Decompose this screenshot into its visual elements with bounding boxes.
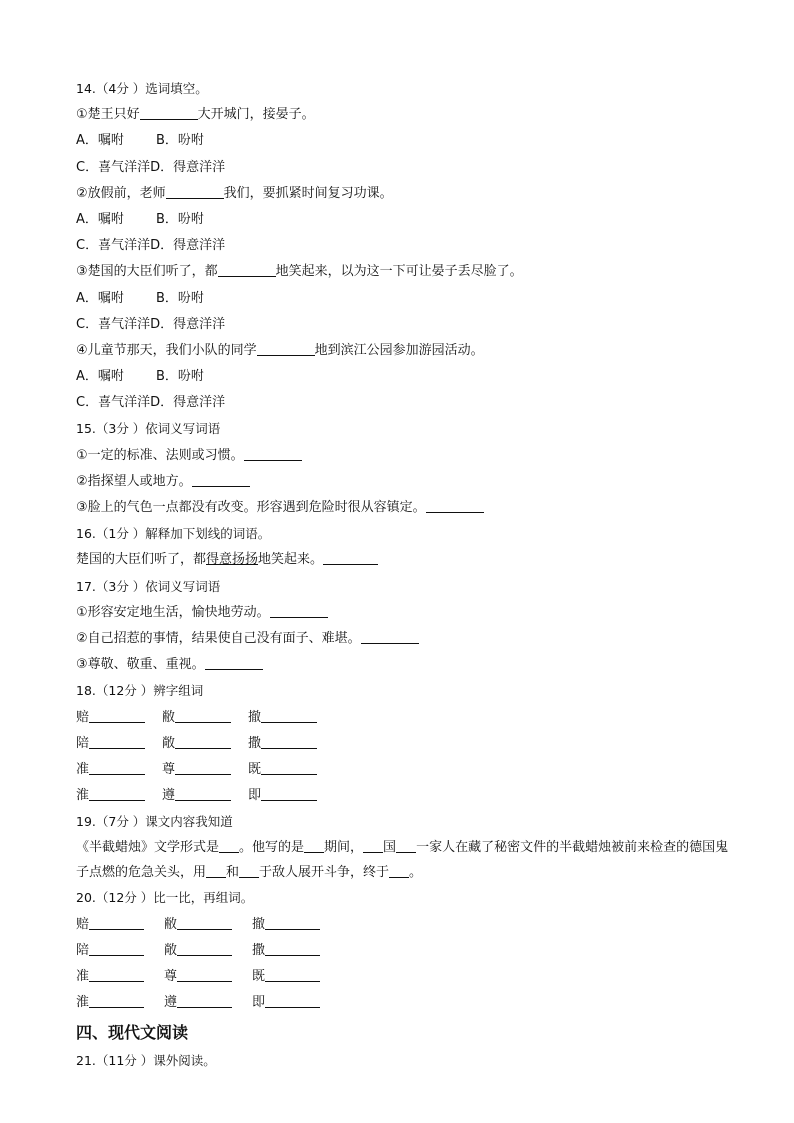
char: 撤	[248, 709, 262, 725]
q17-item-3	[76, 652, 736, 678]
answer-blank[interactable]	[192, 471, 250, 487]
char: 即	[252, 995, 266, 1011]
q14-heading: 14.（4分 ）选词填空。	[76, 81, 208, 96]
char: 遵	[164, 995, 178, 1011]
q18-cell	[162, 783, 248, 809]
q20-cell	[164, 912, 252, 938]
char: 敞	[164, 942, 178, 958]
q15-heading: 15.（3分 ）依词义写词语	[76, 421, 221, 437]
char: 赔	[76, 916, 90, 932]
q14-options-ab-2	[76, 207, 736, 233]
answer-blank[interactable]	[389, 862, 409, 878]
char: 撒	[248, 735, 262, 751]
char: 尊	[164, 969, 178, 984]
q20-cell	[76, 964, 164, 990]
q14-item-3-post: 地笑起来，以为这一下可让晏子丢尽脸了。	[275, 264, 523, 280]
option-b[interactable]: B．吩咐	[156, 133, 204, 149]
q20-row	[76, 938, 736, 964]
answer-blank[interactable]	[89, 914, 144, 930]
q18-cell	[76, 731, 162, 757]
q20-row	[76, 990, 736, 1016]
worksheet-page	[76, 76, 736, 1075]
q15-item-3	[76, 495, 736, 521]
q18-cell	[162, 705, 248, 731]
q17-item-1	[76, 600, 736, 626]
q20-cell	[76, 912, 164, 938]
answer-blank[interactable]	[89, 940, 144, 956]
q20-cell	[164, 964, 252, 990]
q18-cell	[248, 705, 317, 731]
q18-cell	[248, 783, 317, 809]
section-heading: 四、现代文阅读	[76, 1023, 189, 1043]
q14-item-2	[76, 181, 736, 207]
q17-heading: 17.（3分 ）依词义写词语	[76, 578, 221, 594]
q14-item-2-pre: ②放假前，老师	[76, 185, 166, 201]
option-b[interactable]: B．吩咐	[156, 290, 204, 306]
char: 敝	[162, 709, 176, 725]
char: 赔	[76, 709, 90, 725]
q14-item-1	[76, 102, 736, 128]
answer-blank[interactable]	[175, 707, 231, 723]
option-a[interactable]: A．嘱咐	[76, 133, 124, 149]
q18-cell	[248, 757, 317, 783]
q15-item-3-text: ③脸上的气色一点都没有改变。形容遇到危险时很从容镇定。	[76, 500, 426, 515]
option-a[interactable]: A．嘱咐	[76, 211, 124, 227]
q14-options-ab-4	[76, 364, 736, 390]
answer-blank[interactable]	[323, 549, 378, 565]
char: 撤	[252, 916, 266, 932]
q21-heading: 21.（11分 ）课外阅读。	[76, 1053, 216, 1069]
q20-cell	[76, 990, 164, 1016]
q15-item-2	[76, 469, 736, 495]
q17-item-3-text: ③尊敬、敬重、重视。	[76, 657, 205, 673]
answer-blank[interactable]	[265, 992, 320, 1008]
q20-cell	[164, 938, 252, 964]
q14-item-4-post: 地到滨江公园参加游园活动。	[314, 342, 484, 358]
char: 遵	[162, 788, 176, 804]
answer-blank[interactable]	[261, 785, 317, 801]
q14-item-2-post: 我们，要抓紧时间复习功课。	[223, 185, 393, 201]
answer-blank[interactable]	[363, 837, 383, 853]
q20-cell	[252, 990, 320, 1016]
q16-sentence	[76, 547, 736, 573]
answer-blank[interactable]	[140, 104, 198, 120]
q20-cell	[252, 938, 320, 964]
q14-options-ab-1	[76, 128, 736, 154]
option-c[interactable]: C．喜气洋洋	[76, 316, 151, 332]
char: 既	[248, 761, 262, 777]
answer-blank[interactable]	[177, 992, 232, 1008]
q14-options-cd-2	[76, 233, 736, 259]
char: 即	[248, 788, 262, 804]
q19-text: 一家人在藏了秘密文件的半截蜡烛被前来检查	[416, 840, 677, 856]
q19-text: 的德国鬼子点燃的危急关头，用	[76, 840, 729, 881]
option-c[interactable]: C．喜气洋洋	[76, 159, 151, 175]
answer-blank[interactable]	[89, 759, 145, 775]
answer-blank[interactable]	[177, 914, 232, 930]
char: 淮	[76, 995, 90, 1011]
answer-blank[interactable]	[361, 628, 419, 644]
answer-blank[interactable]	[175, 733, 231, 749]
q18-heading: 18.（12分 ）辨字组词	[76, 683, 204, 699]
q19-text: 和	[226, 865, 240, 881]
q18-row	[76, 783, 736, 809]
option-d[interactable]: D．得意洋洋	[150, 159, 226, 175]
char: 尊	[162, 761, 176, 777]
answer-blank[interactable]	[304, 837, 324, 853]
q20-cell	[252, 912, 320, 938]
q20-row	[76, 964, 736, 990]
q18-cell	[76, 705, 162, 731]
q19-text: 期间，	[324, 840, 364, 856]
q18-cell	[76, 783, 162, 809]
q14-item-4	[76, 338, 736, 364]
q20-row	[76, 912, 736, 938]
option-d[interactable]: D．得意洋洋	[150, 316, 226, 332]
q14-options-cd-4	[76, 390, 736, 416]
char: 敞	[162, 735, 176, 751]
q16-pre: 楚国的大臣们听了，都	[76, 552, 207, 568]
char: 既	[252, 969, 266, 984]
answer-blank[interactable]	[265, 940, 320, 956]
q19-text: 于敌人展开斗争，终于	[259, 865, 390, 881]
option-a[interactable]: A．嘱咐	[76, 369, 124, 385]
answer-blank[interactable]	[89, 785, 145, 801]
q19-text: 。	[409, 865, 423, 881]
option-b[interactable]: B．吩咐	[156, 211, 204, 227]
q14-item-1-post: 大开城门，接晏子。	[197, 107, 315, 123]
answer-blank[interactable]	[244, 445, 302, 461]
q20-cell	[76, 938, 164, 964]
answer-blank[interactable]	[205, 654, 263, 670]
answer-blank[interactable]	[396, 837, 416, 853]
q18-cell	[162, 731, 248, 757]
q16-underlined-word: 得意扬扬	[206, 552, 259, 568]
q18-cell	[162, 757, 248, 783]
q15-item-1	[76, 443, 736, 469]
answer-blank[interactable]	[175, 785, 231, 801]
q18-row	[76, 757, 736, 783]
q14-options-cd-1	[76, 155, 736, 181]
answer-blank[interactable]	[175, 759, 231, 775]
q18-row	[76, 731, 736, 757]
char: 准	[76, 969, 90, 984]
q14-options-cd-3	[76, 312, 736, 338]
q19-text: 。他写的是	[239, 840, 305, 856]
q20-cell	[252, 964, 320, 990]
q16-heading: 16.（1分 ）解释加下划线的词语。	[76, 526, 271, 542]
q14-item-4-pre: ④儿童节那天，我们小队的同学	[76, 342, 257, 358]
option-b[interactable]: B．吩咐	[156, 369, 204, 385]
q19-text: 国	[383, 840, 397, 856]
answer-blank[interactable]	[177, 966, 232, 982]
answer-blank[interactable]	[426, 497, 484, 513]
q17-item-1-text: ①形容安定地生活，愉快地劳动。	[76, 604, 270, 620]
answer-blank[interactable]	[206, 862, 226, 878]
q14-item-3	[76, 259, 736, 285]
char: 准	[76, 761, 90, 777]
q14-options-ab-3	[76, 286, 736, 312]
answer-blank[interactable]	[166, 183, 224, 199]
option-c[interactable]: C．喜气洋洋	[76, 395, 151, 411]
q15-item-1-text: ①一定的标准、法则或习惯。	[76, 447, 244, 463]
q18-cell	[248, 731, 317, 757]
answer-blank[interactable]	[257, 340, 315, 356]
q14-item-3-pre: ③楚国的大臣们听了，都	[76, 264, 218, 280]
answer-blank[interactable]	[265, 914, 320, 930]
q16-post: 地笑起来。	[258, 552, 324, 568]
q19-text: 《半截蜡烛》文学形式是	[76, 840, 220, 856]
q18-cell	[76, 757, 162, 783]
answer-blank[interactable]	[239, 862, 259, 878]
q19-paragraph	[76, 835, 736, 885]
answer-blank[interactable]	[89, 733, 145, 749]
answer-blank[interactable]	[89, 966, 144, 982]
answer-blank[interactable]	[270, 602, 328, 618]
answer-blank[interactable]	[261, 707, 317, 723]
answer-blank[interactable]	[218, 261, 276, 277]
char: 陪	[76, 942, 90, 958]
answer-blank[interactable]	[261, 759, 317, 775]
char: 淮	[76, 788, 90, 804]
option-c[interactable]: C．喜气洋洋	[76, 238, 151, 254]
answer-blank[interactable]	[89, 707, 145, 723]
answer-blank[interactable]	[265, 966, 320, 982]
q18-row	[76, 705, 736, 731]
q20-cell	[164, 990, 252, 1016]
answer-blank[interactable]	[261, 733, 317, 749]
q17-item-2	[76, 626, 736, 652]
answer-blank[interactable]	[89, 992, 144, 1008]
option-d[interactable]: D．得意洋洋	[150, 395, 226, 411]
answer-blank[interactable]	[219, 837, 239, 853]
q15-item-2-text: ②指探望人或地方。	[76, 473, 192, 489]
option-a[interactable]: A．嘱咐	[76, 290, 124, 306]
char: 敝	[164, 916, 178, 932]
q14-item-1-pre: ①楚王只好	[76, 107, 140, 123]
q20-heading: 20.（12分 ）比一比，再组词。	[76, 890, 254, 906]
q19-heading: 19.（7分 ）课文内容我知道	[76, 814, 233, 830]
q17-item-2-text: ②自己招惹的事情，结果使自己没有面子、难堪。	[76, 630, 361, 646]
char: 陪	[76, 735, 90, 751]
char: 撒	[252, 942, 266, 958]
option-d[interactable]: D．得意洋洋	[150, 238, 226, 254]
answer-blank[interactable]	[177, 940, 232, 956]
